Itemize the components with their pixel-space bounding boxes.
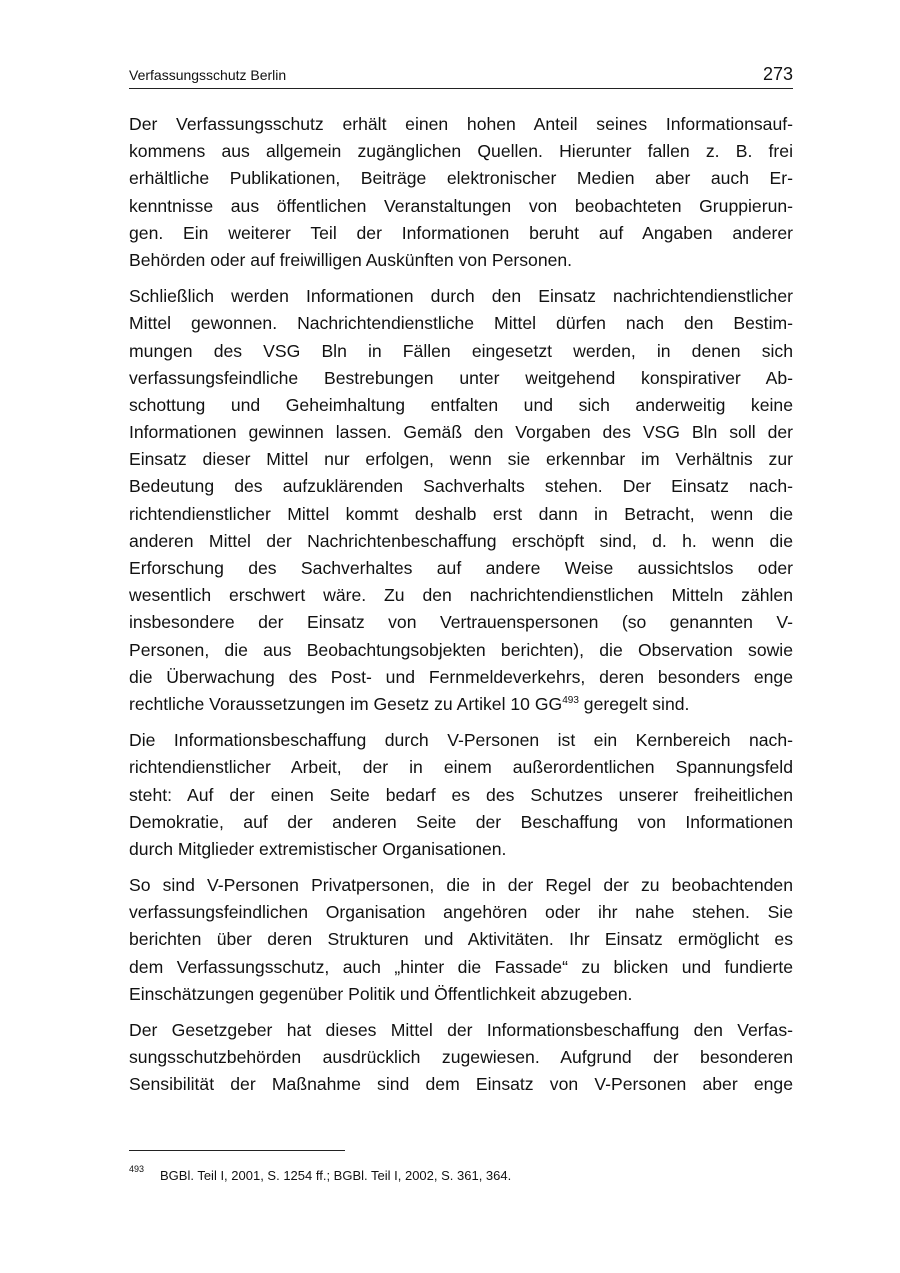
text-line: Schließlich werden Informationen durch den Einsatz nachrichtendienstlicher [129, 286, 793, 307]
text-fragment: rechtliche Voraussetzungen im Gesetz zu Artikel 10 GG [129, 693, 563, 714]
footnote-separator [129, 1150, 345, 1151]
text-line: Der Gesetzgeber hat dieses Mittel der Informationsbeschaffung den Verfas- [129, 1020, 793, 1040]
text-line: Einsatz dieser Mittel nur erfolgen, wenn sie erkennbar im Verhältnis zur [129, 449, 793, 470]
paragraph-5 [129, 1017, 793, 1099]
body-text [129, 111, 793, 1099]
page-number: 273 [762, 64, 793, 84]
text-line: dem Verfassungsschutz, auch „hinter die Fassade“ zu blicken und fundierte [129, 956, 793, 977]
text-line: die Überwachung des Post- und Fernmeldeverkehrs, deren besonders enge [129, 666, 793, 687]
text-line: insbesondere der Einsatz von Vertrauenspersonen (so genannten V- [129, 612, 793, 633]
text-line: Einschätzungen gegenüber Politik und Öffentlichkeit abzugeben. [129, 983, 633, 1004]
text-line: Informationen gewinnen lassen. Gemäß den Vorgaben des VSG Bln soll der [129, 422, 793, 443]
text-line: Personen, die aus Beobachtungsobjekten berichten), die Observation sowie [129, 639, 793, 660]
text-line: So sind V-Personen Privatpersonen, die in der Regel der zu beobachtenden [129, 875, 793, 896]
text-line: sungsschutzbehörden ausdrücklich zugewiesen. Aufgrund der besonderen [129, 1047, 793, 1068]
text-line: steht: Auf der einen Seite bedarf es des Schutzes unserer freiheitlichen [129, 784, 793, 805]
text-line: wesentlich erschwert wäre. Zu den nachrichtendienstlichen Mitteln zählen [129, 585, 793, 606]
text-line: Sensibilität der Maßnahme sind dem Einsatz von V-Personen aber enge [129, 1074, 793, 1095]
text-line: Behörden oder auf freiwilligen Auskünften von Personen. [129, 249, 573, 270]
paragraph-4 [129, 872, 793, 1008]
text-line: gen. Ein weiterer Teil der Informationen beruht auf Angaben anderer [129, 222, 793, 243]
text-line: schottung und Geheimhaltung entfalten und sich anderweitig keine [129, 394, 793, 415]
text-line: kommens aus allgemein zugänglichen Quellen. Hierunter fallen z. B. frei [129, 141, 793, 162]
paragraph-2 [129, 283, 793, 718]
running-header [129, 60, 793, 89]
text-line: Erforschung des Sachverhaltes auf andere Weise aussichtslos oder [129, 558, 793, 578]
text-line-with-footnote [129, 691, 793, 718]
paragraph-1 [129, 111, 793, 274]
running-title: Verfassungsschutz Berlin [129, 67, 287, 83]
text-fragment: geregelt sind. [578, 693, 690, 714]
footnote-text: BGBl. Teil I, 2001, S. 1254 ff.; BGBl. Teil I, 2002, S. 361, 364. [160, 1168, 512, 1183]
text-line: verfassungsfeindliche Bestrebungen unter weitgehend konspirativer Ab- [129, 367, 793, 388]
text-line: kenntnisse aus öffentlichen Veranstaltungen von beobachteten Gruppierun- [129, 195, 793, 216]
text-line: Der Verfassungsschutz erhält einen hohen Anteil seines Informationsauf- [129, 114, 793, 134]
paragraph-3 [129, 727, 793, 863]
footnote-reference: 493 [562, 694, 579, 706]
text-line: Demokratie, auf der anderen Seite der Beschaffung von Informationen [129, 811, 793, 832]
text-line: Die Informationsbeschaffung durch V-Personen ist ein Kernbereich nach- [129, 730, 793, 751]
text-line: berichten über deren Strukturen und Aktivitäten. Ihr Einsatz ermöglicht es [129, 929, 793, 950]
text-line: erhältliche Publikationen, Beiträge elektronischer Medien aber auch Er- [129, 168, 793, 189]
text-line: Bedeutung des aufzuklärenden Sachverhalts stehen. Der Einsatz nach- [129, 476, 793, 497]
text-line: richtendienstlicher Arbeit, der in einem außerordentlichen Spannungsfeld [129, 757, 793, 778]
footnote-number: 493 [129, 1164, 145, 1174]
text-line: verfassungsfeindlichen Organisation angehören oder ihr nahe stehen. Sie [129, 902, 793, 923]
text-line: anderen Mittel der Nachrichtenbeschaffung erschöpft sind, d. h. wenn die [129, 530, 793, 551]
text-line: Mittel gewonnen. Nachrichtendienstliche Mittel dürfen nach den Bestim- [129, 313, 793, 334]
text-line: mungen des VSG Bln in Fällen eingesetzt werden, in denen sich [129, 340, 793, 361]
text-line: richtendienstlicher Mittel kommt deshalb erst dann in Betracht, wenn die [129, 503, 793, 524]
text-line: durch Mitglieder extremistischer Organisationen. [129, 838, 507, 859]
